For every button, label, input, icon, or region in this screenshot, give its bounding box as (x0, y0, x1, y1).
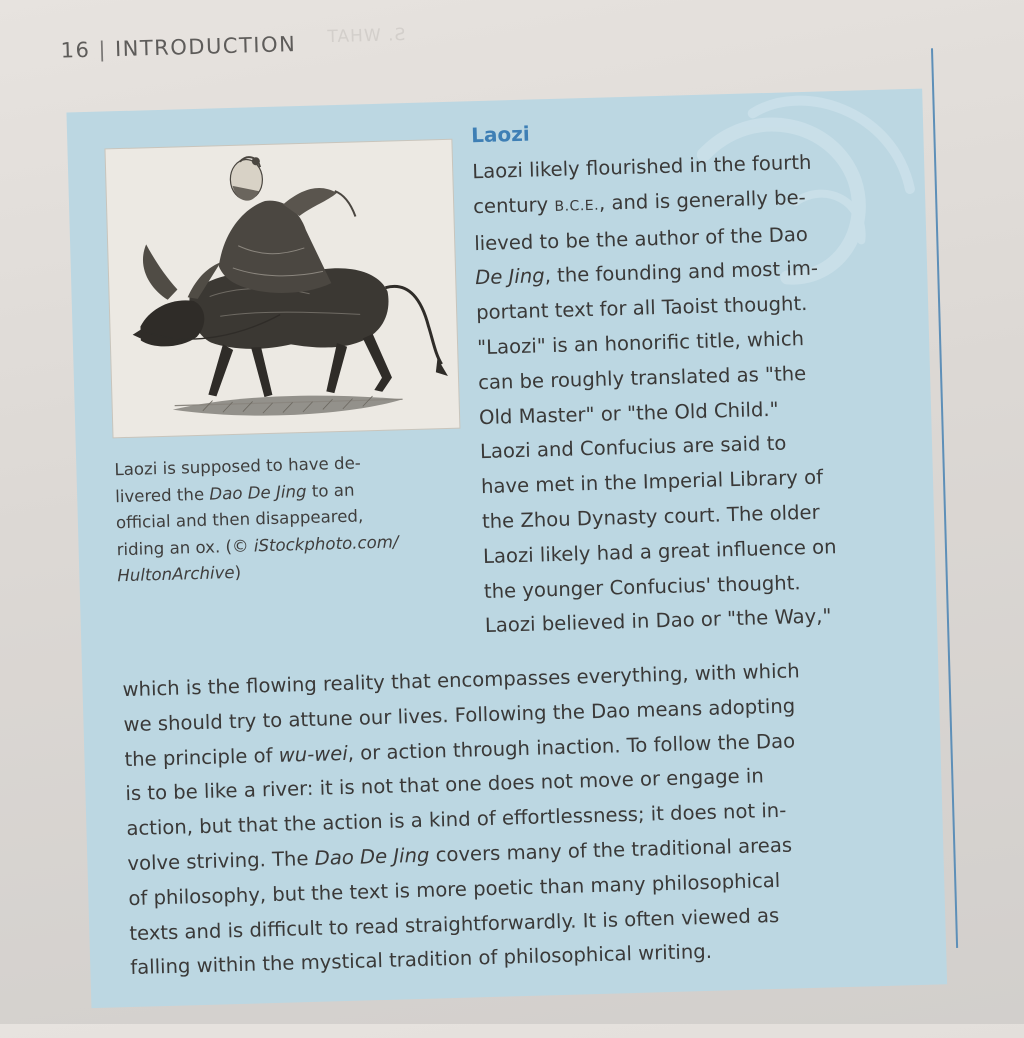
body-text: covers many of the traditional areas (429, 833, 793, 867)
caption-credit: © iStockphoto.com/ (231, 531, 399, 556)
body-line: lieved to be the author of the Dao (473, 222, 809, 255)
caption-line: Laozi is supposed to have de- (114, 453, 362, 480)
caption-text: ) (234, 562, 242, 582)
book-title: Dao De Jing (314, 843, 430, 870)
body-line: "Laozi" is an honorific title, which (476, 326, 805, 360)
body-line: can be roughly translated as "the (477, 361, 807, 394)
body-line: of philosophy, but the text is more poetic than many philosophical (128, 868, 781, 910)
sidebar-right-column (471, 109, 917, 644)
body-line: Laozi and Confucius are said to (479, 431, 787, 464)
laozi-on-ox-image (105, 140, 459, 438)
body-line: which is the flowing reality that encompasses everything, with which (122, 659, 800, 702)
body-line: we should try to attune our lives. Following the Dao means adopting (123, 694, 796, 736)
body-line: the younger Confucius' thought. (483, 570, 801, 603)
body-text: , or action through inaction. To follow the Dao (347, 729, 796, 765)
running-head-separator: | (98, 37, 108, 62)
term-wu-wei: wu-wei (278, 741, 349, 767)
caption-text: riding an ox. ( (116, 536, 233, 559)
body-line: Old Master" or "the Old Child." (478, 397, 779, 429)
laozi-ox-illustration (105, 140, 459, 438)
caption-book-title: Dao De Jing (209, 481, 307, 504)
body-line: action, but that the action is a kind of effortlessness; it does not in- (126, 798, 787, 841)
sidebar-body-full (122, 651, 936, 987)
caption-text: livered the (114, 484, 210, 506)
body-text: the principle of (124, 743, 280, 771)
body-line: Laozi likely had a great influence on (482, 534, 837, 568)
sidebar-title: Laozi (470, 121, 531, 148)
body-text: , and is generally be- (598, 185, 806, 215)
body-line: have met in the Imperial Library of (480, 465, 824, 499)
sidebar-body-right (472, 143, 917, 644)
body-text: century (472, 192, 555, 218)
caption-credit: HultonArchive (117, 562, 235, 586)
body-line: texts and is difficult to read straightforwardly. It is often viewed as (129, 903, 780, 945)
body-line: Laozi believed in Dao or "the Way," (484, 604, 832, 638)
book-title: De Jing (474, 264, 545, 290)
body-text: volve striving. The (127, 846, 316, 876)
body-text: , the founding and most im- (544, 256, 819, 288)
caption-line: official and then disappeared, (115, 506, 364, 533)
image-caption (114, 448, 468, 590)
sidebar-box (66, 89, 947, 1009)
running-head (60, 32, 296, 63)
body-line: portant text for all Taoist thought. (475, 292, 808, 325)
body-line: is to be like a river: it is not that one does not move or engage in (125, 764, 765, 806)
body-line: falling within the mystical tradition of philosophical writing. (130, 940, 713, 980)
caption-text: to an (306, 480, 355, 501)
body-line: Laozi likely flourished in the fourth (471, 150, 812, 184)
body-line: the Zhou Dynasty court. The older (481, 500, 820, 534)
page-number: 16 (60, 37, 91, 63)
bleed-through-text: S. WHAT (326, 25, 406, 48)
era-abbreviation: B.C.E. (554, 197, 600, 215)
section-title: INTRODUCTION (114, 32, 297, 62)
